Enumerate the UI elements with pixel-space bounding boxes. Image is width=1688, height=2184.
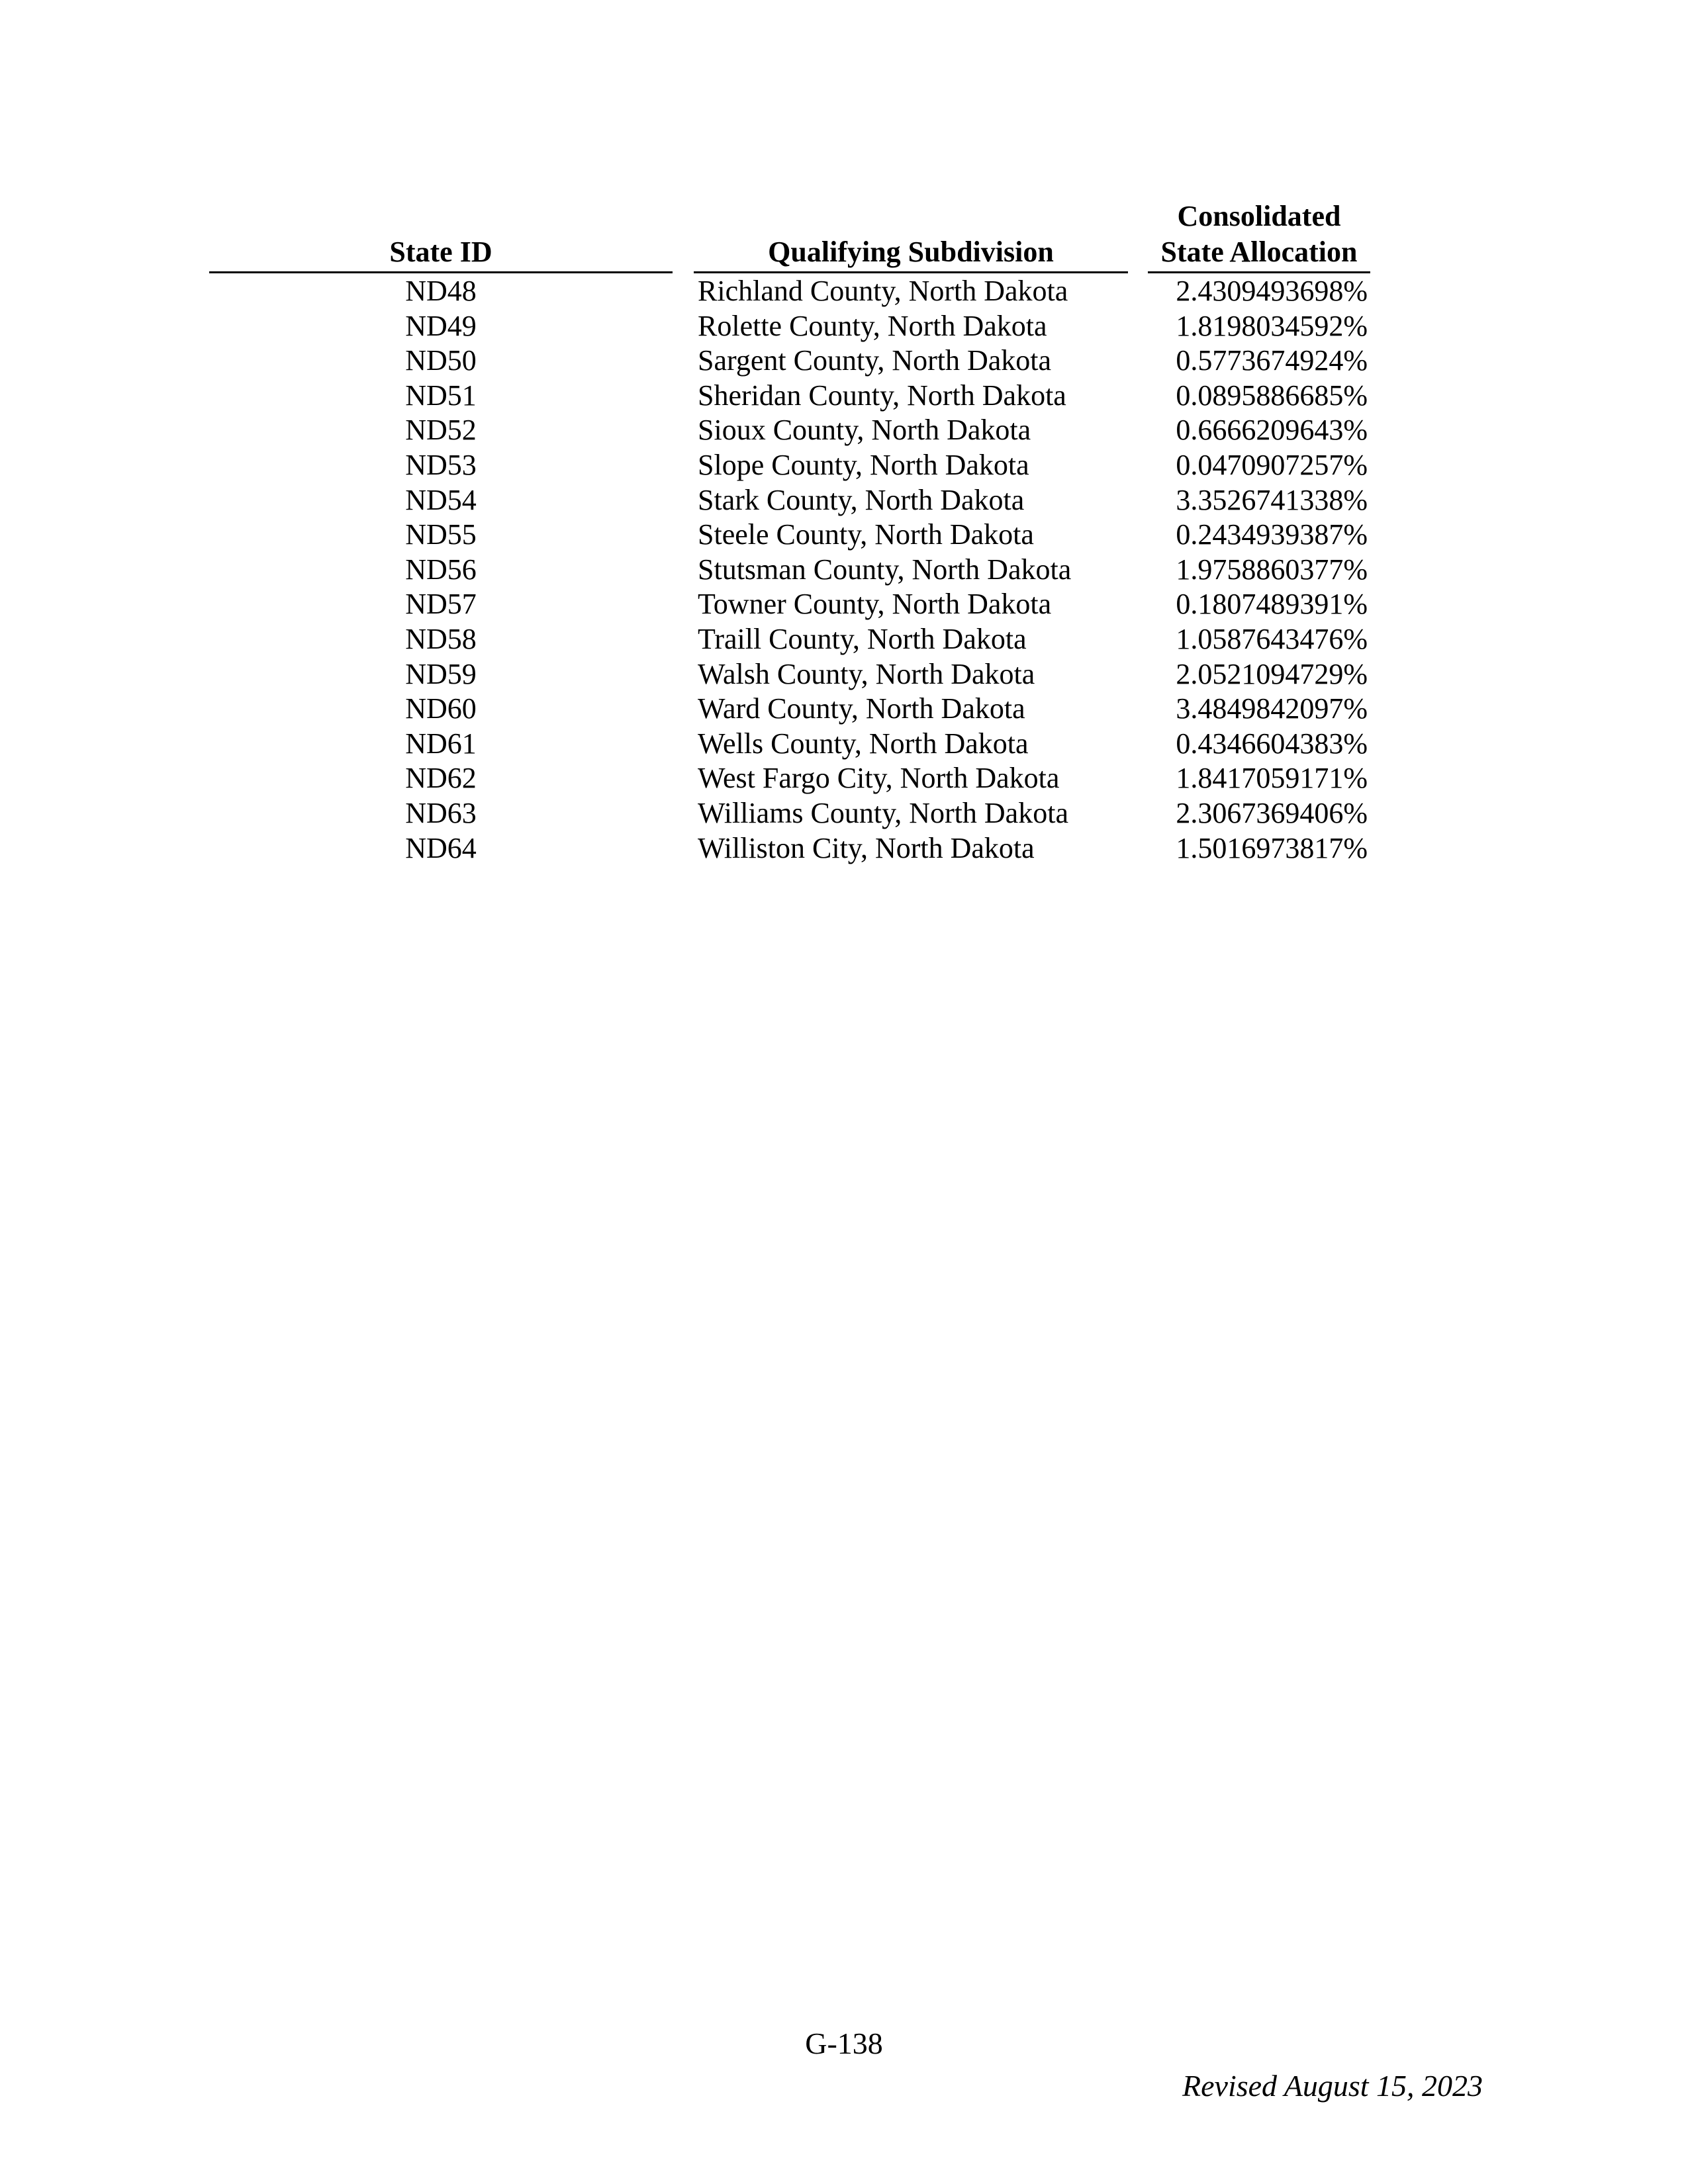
cell-allocation: 2.4309493698%	[1176, 275, 1368, 307]
table-row	[0, 448, 1688, 483]
table-row	[0, 761, 1688, 796]
cell-qualifying-subdivision: Sioux County, North Dakota	[698, 414, 1031, 447]
header-qualifying-subdivision: Qualifying Subdivision	[768, 236, 1054, 268]
header-rule-subdivision	[694, 271, 1128, 273]
cell-allocation: 2.0521094729%	[1176, 657, 1368, 690]
table-row	[0, 622, 1688, 657]
cell-allocation: 1.5016973817%	[1176, 831, 1368, 864]
cell-state-id: ND63	[405, 796, 477, 829]
cell-qualifying-subdivision: Stutsman County, North Dakota	[698, 553, 1072, 586]
cell-state-id: ND56	[405, 553, 477, 586]
table-row	[0, 657, 1688, 692]
table-row	[0, 831, 1688, 866]
cell-qualifying-subdivision: Sheridan County, North Dakota	[698, 379, 1066, 412]
cell-state-id: ND60	[405, 692, 477, 725]
cell-state-id: ND49	[405, 309, 477, 342]
table-row	[0, 483, 1688, 518]
cell-allocation: 1.8198034592%	[1176, 309, 1368, 342]
table-row	[0, 518, 1688, 553]
cell-state-id: ND53	[405, 448, 477, 481]
table-row	[0, 309, 1688, 344]
cell-allocation: 2.3067369406%	[1176, 796, 1368, 829]
cell-allocation: 0.0470907257%	[1176, 448, 1368, 481]
cell-allocation: 0.0895886685%	[1176, 379, 1368, 412]
cell-state-id: ND48	[405, 275, 477, 307]
table-row	[0, 413, 1688, 448]
table-row	[0, 796, 1688, 831]
table-row	[0, 343, 1688, 379]
cell-state-id: ND52	[405, 414, 477, 447]
cell-state-id: ND55	[405, 518, 477, 551]
cell-state-id: ND61	[405, 727, 477, 760]
cell-state-id: ND54	[405, 483, 477, 516]
cell-state-id: ND51	[405, 379, 477, 412]
cell-state-id: ND64	[405, 831, 477, 864]
cell-qualifying-subdivision: West Fargo City, North Dakota	[698, 762, 1060, 795]
cell-qualifying-subdivision: Ward County, North Dakota	[698, 692, 1025, 725]
cell-allocation: 3.4849842097%	[1176, 692, 1368, 725]
header-state-id: State ID	[389, 236, 492, 268]
cell-qualifying-subdivision: Richland County, North Dakota	[698, 275, 1068, 307]
cell-allocation: 0.4346604383%	[1176, 727, 1368, 760]
cell-allocation: 0.1807489391%	[1176, 588, 1368, 621]
cell-qualifying-subdivision: Wells County, North Dakota	[698, 727, 1029, 760]
header-allocation-line1: Consolidated	[1177, 200, 1341, 232]
table-row	[0, 692, 1688, 727]
cell-qualifying-subdivision: Steele County, North Dakota	[698, 518, 1034, 551]
header-allocation-line2: State Allocation	[1160, 236, 1358, 268]
table-row	[0, 379, 1688, 414]
cell-allocation: 0.2434939387%	[1176, 518, 1368, 551]
revised-date: Revised August 15, 2023	[1182, 2069, 1483, 2103]
cell-allocation: 3.3526741338%	[1176, 483, 1368, 516]
cell-state-id: ND59	[405, 657, 477, 690]
cell-state-id: ND58	[405, 622, 477, 655]
cell-state-id: ND57	[405, 588, 477, 621]
cell-qualifying-subdivision: Walsh County, North Dakota	[698, 657, 1035, 690]
table-row	[0, 587, 1688, 622]
cell-allocation: 0.5773674924%	[1176, 344, 1368, 377]
header-rule-state-id	[209, 271, 673, 273]
cell-allocation: 1.8417059171%	[1176, 762, 1368, 795]
cell-state-id: ND62	[405, 762, 477, 795]
table-row	[0, 553, 1688, 588]
header-consolidated-state-allocation	[1148, 199, 1370, 270]
cell-qualifying-subdivision: Williams County, North Dakota	[698, 796, 1068, 829]
header-rule-allocation	[1148, 271, 1370, 273]
cell-allocation: 1.9758860377%	[1176, 553, 1368, 586]
page-number: G-138	[805, 2026, 883, 2060]
cell-qualifying-subdivision: Towner County, North Dakota	[698, 588, 1052, 621]
cell-allocation: 1.0587643476%	[1176, 622, 1368, 655]
cell-qualifying-subdivision: Sargent County, North Dakota	[698, 344, 1052, 377]
cell-allocation: 0.6666209643%	[1176, 414, 1368, 447]
cell-state-id: ND50	[405, 344, 477, 377]
cell-qualifying-subdivision: Slope County, North Dakota	[698, 448, 1029, 481]
cell-qualifying-subdivision: Williston City, North Dakota	[698, 831, 1035, 864]
cell-qualifying-subdivision: Stark County, North Dakota	[698, 483, 1025, 516]
table-row	[0, 727, 1688, 762]
cell-qualifying-subdivision: Traill County, North Dakota	[698, 622, 1027, 655]
table-row	[0, 274, 1688, 309]
allocation-table-body	[0, 274, 1688, 866]
cell-qualifying-subdivision: Rolette County, North Dakota	[698, 309, 1047, 342]
